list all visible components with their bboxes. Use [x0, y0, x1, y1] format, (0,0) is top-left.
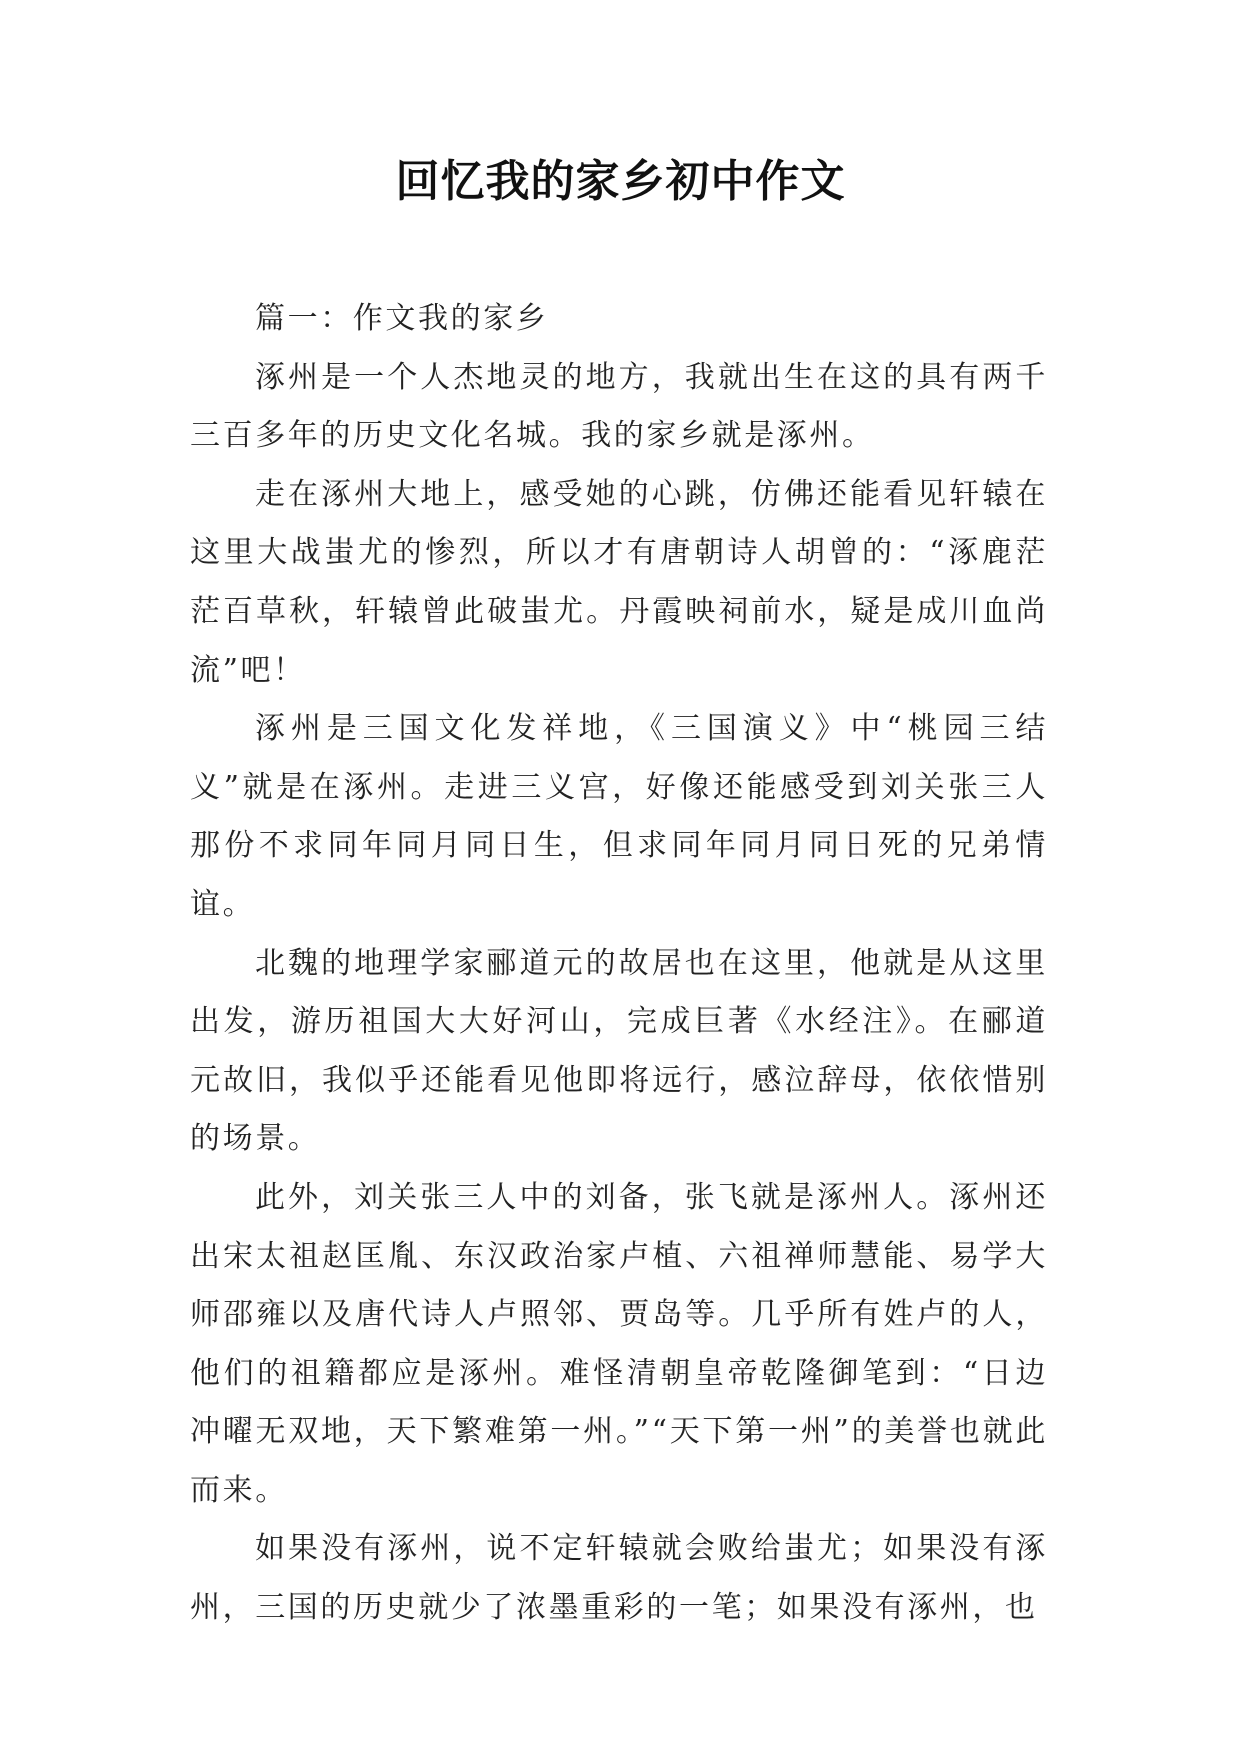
- paragraph: 涿州是三国文化发祥地，《三国演义》中“桃园三结义”就是在涿州。走进三义宫，好像还能感受到刘关张三人那份不求同年同月同日生，但求同年同月同日死的兄弟情谊。: [190, 711, 1048, 922]
- paragraph: 此外，刘关张三人中的刘备，张飞就是涿州人。涿州还出宋太祖赵匡胤、东汉政治家卢植、六祖禅师慧能、易学大师邵雍以及唐代诗人卢照邻、贾岛等。几乎所有姓卢的人，他们的祖籍都应是涿州。难怪清朝皇帝乾隆御笔到：“日边冲曜无双地，天下繁难第一州。”“天下第一州”的美誉也就此而来。: [190, 1179, 1048, 1508]
- paragraph: 涿州是一个人杰地灵的地方，我就出生在这的具有两千三百多年的历史文化名城。我的家乡就是涿州。: [190, 359, 1048, 454]
- document-body: [190, 290, 1048, 1638]
- paragraph: 北魏的地理学家郦道元的故居也在这里，他就是从这里出发，游历祖国大大好河山，完成巨著《水经注》。在郦道元故旧，我似乎还能看见他即将远行，感泣辞母，依依惜别的场景。: [190, 945, 1048, 1157]
- section-heading: 篇一：作文我的家乡: [255, 301, 549, 336]
- paragraph: 如果没有涿州，说不定轩辕就会败给蚩尤；如果没有涿州，三国的历史就少了浓墨重彩的一笔；如果没有涿州，也: [190, 1531, 1048, 1626]
- document-title: 回忆我的家乡初中作文: [395, 156, 846, 207]
- paragraph: 走在涿州大地上，感受她的心跳，仿佛还能看见轩辕在这里大战蚩尤的惨烈，所以才有唐朝诗人胡曾的：“涿鹿茫茫百草秋，轩辕曾此破蚩尤。丹霞映祠前水，疑是成川血尚流”吧！: [190, 476, 1048, 688]
